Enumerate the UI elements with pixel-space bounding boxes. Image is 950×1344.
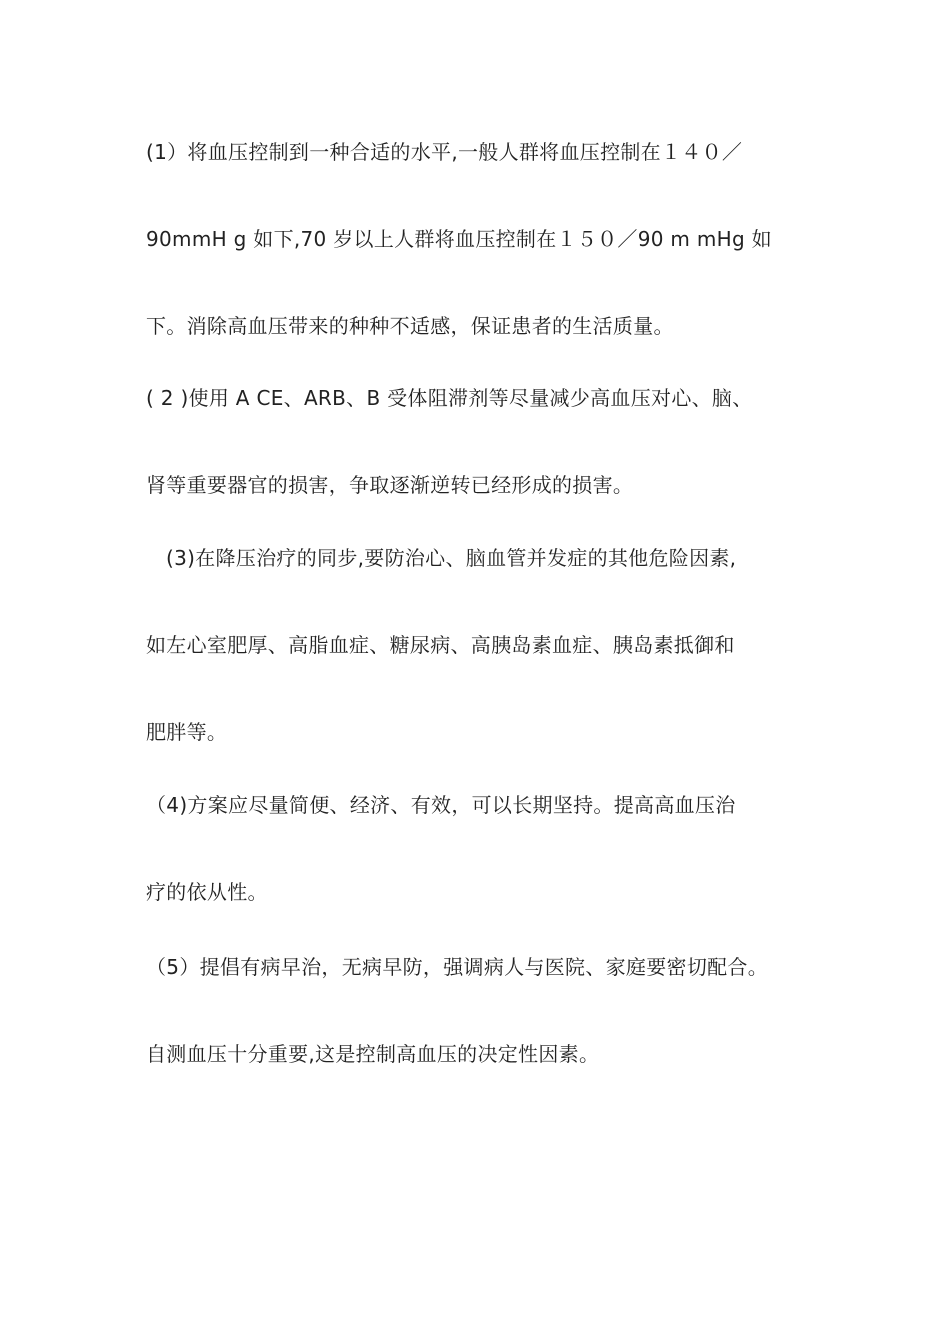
paragraph-3-line-3: 肥胖等。 [146, 720, 228, 744]
paragraph-3-line-2: 如左心室肥厚、高脂血症、糖尿病、高胰岛素血症、胰岛素抵御和 [146, 633, 735, 657]
paragraph-5-line-1: （5）提倡有病早治，无病早防，强调病人与医院、家庭要密切配合。 [146, 955, 769, 979]
paragraph-3-line-1: (3)在降压治疗的同步,要防治心、脑血管并发症的其他危险因素, [166, 546, 737, 570]
paragraph-1-line-1: (1）将血压控制到一种合适的水平,一般人群将血压控制在１４０／ [146, 140, 743, 164]
paragraph-5-line-2: 自测血压十分重要,这是控制高血压的决定性因素。 [146, 1042, 600, 1066]
paragraph-2-line-1: ( 2 )使用 A CE、ARB、B 受体阻滞剂等尽量减少高血压对心、脑、 [146, 386, 753, 410]
paragraph-1-line-2: 90mmH g 如下,70 岁以上人群将血压控制在１５０／90 m mHg 如 [146, 227, 772, 251]
paragraph-4-line-2: 疗的依从性。 [146, 880, 268, 904]
paragraph-4-line-1: （4)方案应尽量简便、经济、有效，可以长期坚持。提高高血压治 [146, 793, 736, 817]
paragraph-1-line-3: 下。消除高血压带来的种种不适感，保证患者的生活质量。 [146, 314, 674, 338]
paragraph-2-line-2: 肾等重要器官的损害，争取逐渐逆转已经形成的损害。 [146, 473, 634, 497]
